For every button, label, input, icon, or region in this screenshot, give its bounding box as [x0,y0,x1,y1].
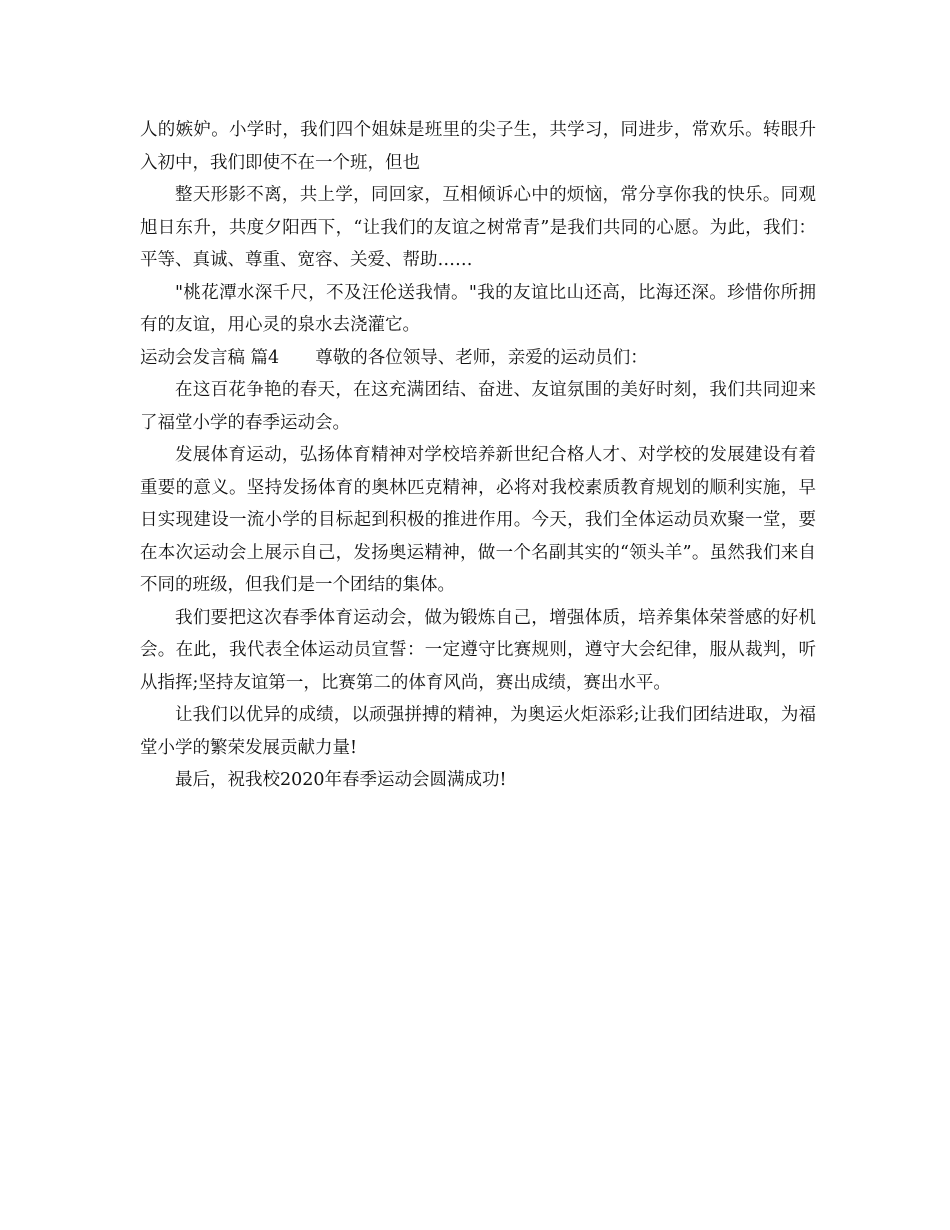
salutation: 尊敬的各位领导、老师，亲爱的运动员们： [315,347,648,368]
paragraph-sports-spirit: 发展体育运动，弘扬体育精神对学校培养新世纪合格人才、对学校的发展建设有着重要的意义。坚持发扬体育的奥林匹克精神，必将对我校素质教育规划的顺利实施，早日实现建设一流小学的目标起到积极的推进作用。今天，我们全体运动员欢聚一堂，要在本次运动会上展示自己，发扬奥运精神，做一个名副其实的“领头羊”。虽然我们来自不同的班级，但我们是一个团结的集体。 [140,445,816,595]
paragraph-poem-quote: "桃花潭水深千尺，不及汪伦送我情。"我的友谊比山还高，比海还深。珍惜你所拥有的友谊，用心灵的泉水去浇灌它。 [140,282,816,335]
paragraph-spring-opening: 在这百花争艳的春天，在这充满团结、奋进、友谊氛围的美好时刻，我们共同迎来了福堂小学的春季运动会。 [140,380,816,433]
paragraph-closing-wish: 最后，祝我校2020年春季运动会圆满成功! [175,770,507,790]
paragraph-friendship: 整天形影不离，共上学，同回家，互相倾诉心中的烦恼，常分享你我的快乐。同观旭日东升，共度夕阳西下，“让我们的友谊之树常青”是我们共同的心愿。为此，我们：平等、真诚、尊重、宽容、关爱、帮助…… [140,185,816,270]
section-title: 运动会发言稿 篇4 [140,347,280,368]
paragraph-olympic-torch: 让我们以优异的成绩，以顽强拼搏的精神，为奥运火炬添彩;让我们团结进取，为福堂小学的繁荣发展贡献力量! [140,705,816,758]
section-heading-line [140,342,816,375]
document-body [140,114,816,797]
paragraph-oath: 我们要把这次春季体育运动会，做为锻炼自己，增强体质，培养集体荣誉感的好机会。在此，我代表全体运动员宣誓：一定遵守比赛规则，遵守大会纪律，服从裁判，听从指挥;坚持友谊第一，比赛第二的体育风尚，赛出成绩，赛出水平。 [140,607,816,693]
paragraph-continuation: 人的嫉妒。小学时，我们四个姐妹是班里的尖子生，共学习，同进步，常欢乐。转眼升入初中，我们即使不在一个班，但也 [140,120,816,173]
